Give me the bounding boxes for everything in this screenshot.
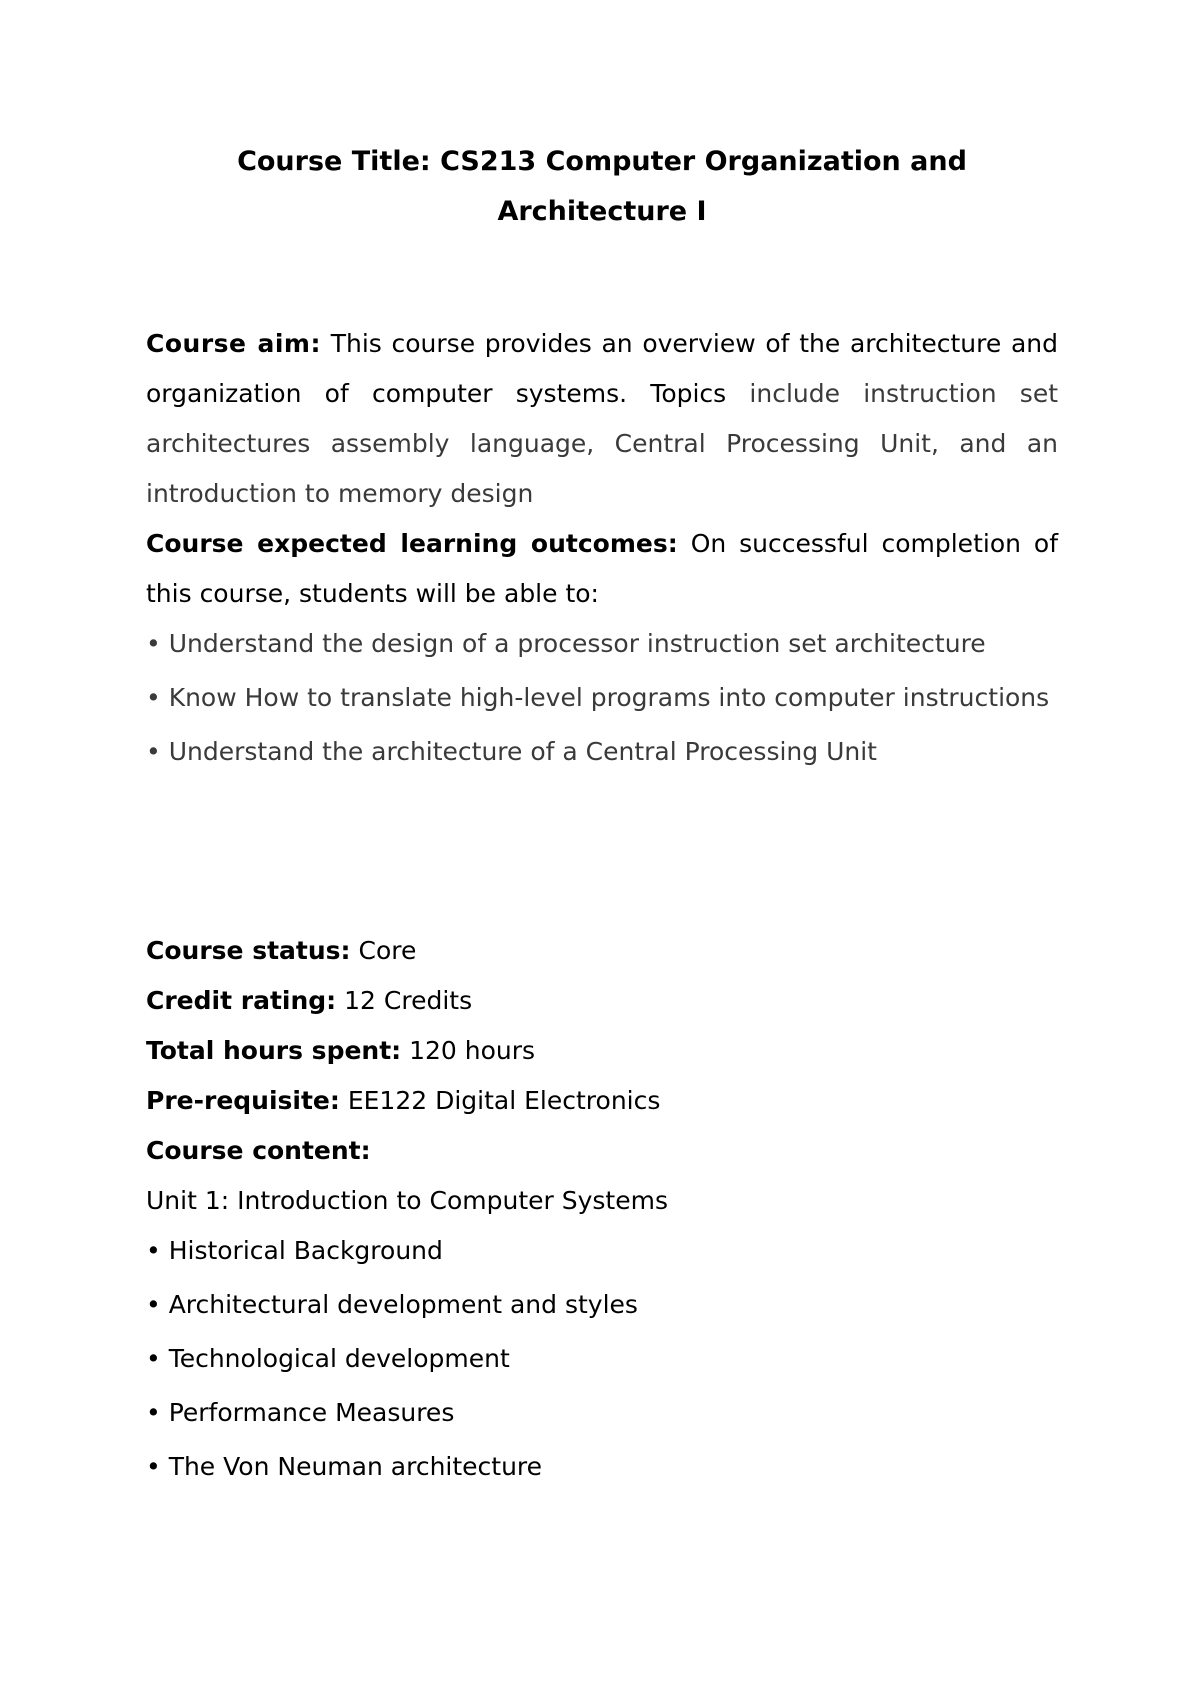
course-aim-label: Course aim: [146, 329, 321, 358]
course-title-line-2: Architecture I [497, 196, 707, 227]
unit1-item-5: • The Von Neuman architecture [146, 1452, 543, 1481]
outcomes-label: Course expected learning outcomes: [146, 529, 678, 558]
unit1-item-2: • Architectural development and styles [146, 1290, 638, 1319]
course-title [146, 137, 1058, 237]
course-aim-text-cont: include instruction set architectures assembly language, Central Processing Unit, and an introduction to memory design [146, 379, 1058, 508]
outcome-item-1: • Understand the design of a processor instruction set architecture [146, 629, 986, 658]
outcomes-text: On successful completion of this course, students will be able to: [146, 529, 1058, 608]
course-status [146, 926, 1058, 976]
course-details-section [146, 926, 1058, 1492]
credit-rating-label: Credit rating: [146, 986, 337, 1015]
course-aim-section [146, 319, 1058, 777]
total-hours-label: Total hours spent: [146, 1036, 402, 1065]
unit1-item-3: • Technological development [146, 1344, 510, 1373]
course-aim-text: This course provides an overview of the architecture and organization of computer systems. Topics [146, 329, 1058, 408]
course-status-label: Course status: [146, 936, 351, 965]
unit1-item-4: • Performance Measures [146, 1398, 455, 1427]
unit1-item-1: • Historical Background [146, 1236, 443, 1265]
outcome-item-3: • Understand the architecture of a Central Processing Unit [146, 737, 877, 766]
credit-rating-value: 12 Credits [344, 986, 473, 1015]
credit-rating [146, 976, 1058, 1026]
course-aim-paragraph [146, 319, 1058, 519]
course-status-value: Core [358, 936, 417, 965]
total-hours-value: 120 hours [409, 1036, 536, 1065]
course-title-line-1: Course Title: CS213 Computer Organization and [237, 146, 967, 177]
outcome-item-2: • Know How to translate high-level programs into computer instructions [146, 683, 1050, 712]
course-content-label: Course content: [146, 1136, 371, 1165]
unit1-heading: Unit 1: Introduction to Computer Systems [146, 1186, 668, 1215]
total-hours [146, 1026, 1058, 1076]
prerequisite [146, 1076, 1058, 1126]
prerequisite-value: EE122 Digital Electronics [347, 1086, 661, 1115]
prerequisite-label: Pre-requisite: [146, 1086, 340, 1115]
outcomes-paragraph [146, 519, 1058, 619]
